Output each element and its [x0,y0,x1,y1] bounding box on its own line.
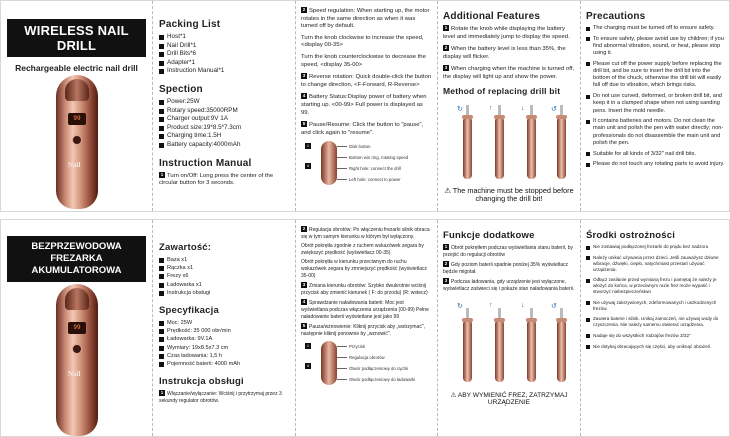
list-item: Please do not touch any rotating parts to avoid injury. [586,161,726,168]
instruction-step-1: 1 Włączanie/wyłączanie: Wciśnij i przytrzymaj przez 3 sekundy regulator obrotów. [159,390,282,404]
instruction-step-2: 2 Regulacja obrotów: Po włączeniu frezarki silnik obraca się w tym samym kierunku w którym był wyłączony. [301,226,430,240]
list-item: Do not use curved, deformed, or broken drill bit, and keep it in a clamped shape when not using sanding pens. Insert the mold needle. [586,93,726,115]
instruction-step-2: 2 Speed regulation: When starting up, the motor rotates in the same direction as when it was turned off by default. [301,7,430,30]
instruction-step-2b: Obrót pokrętła zgodnie z ruchem wskazówek zegara by zwiększyć prędkość (wyświetlacz 00-35) [301,243,424,256]
drill-pen-image [527,117,536,179]
drill-diagram-image [321,341,337,385]
drill-knob [72,135,82,145]
list-item: Ładowarka x1 [159,281,289,289]
list-item: Frezy x6 [159,272,289,280]
packing-heading: Zawartość: [159,242,212,253]
list-item: Charging time:1.5H [159,132,289,141]
packing-list [159,256,289,297]
rotate-arrow-icon: ↺ [551,302,557,310]
list-item: Pojemność baterii: 4000 mAh [159,360,289,368]
list-item: Suitable for all kinds of 3/32" nail drill bits. [586,151,726,158]
rotate-arrow-icon: ↺ [551,105,557,113]
rotate-arrow-icon: ↻ [457,302,463,310]
diagram-label: Left hole: connect to power [349,177,401,183]
instructions-panel [296,1,438,211]
precautions-panel [581,1,730,211]
diagram-label: Otwór podłączeniowy do ładowarki [349,377,416,383]
list-item: Rączka x1 [159,264,289,272]
instruction-step-2c: Obrót pokrętła w kierunku przeciwnym do ruchu wskazówek zegara by zmniejszyć prędkość (wyświetlacz 35-00) [301,259,427,279]
stop-warning: ⚠ The machine must be stopped before changing the drill bit! [444,185,574,204]
diagram-label: Bottom win ring, rotating speed [349,155,409,161]
instruction-heading: Instruction Manual [159,157,252,169]
replace-bit-heading: Method of replacing drill bit [443,85,561,96]
instruction-step-4: 4 Battery Status:Display power of battery when starting up. <00-99> Full power is displayed as 99. [301,93,427,116]
instruction-step-5: 5 Pause/Resume: Click the button to "pause", and click again to "resume". [301,121,424,136]
drill-top-cap [65,288,89,310]
precautions-list [586,25,726,168]
list-item: Odłącz zasilanie przed wymianą frezu i pamiętaj że należy je włożyć do końca, w przeciwnym razie frez może wypaść i stworzyć niebezpieczeństwo [586,277,726,295]
warning-icon: ⚠ [450,391,457,399]
feature-item: 3 When charging when the machine is turned off, the display will light up and show the power. [443,65,575,80]
diagram-label: Regulacja obrotów [349,355,385,361]
list-item: Nie dotykaj obracających się części, aby uniknąć obrażeń. [586,344,726,350]
list-item: Product size:19*8.5*7.3cm [159,124,289,133]
list-item: The charging must be turned off to ensure safety. [586,25,726,32]
instruction-step-5: 5 Pauza/wznowienie: Kliknij przycisk aby „wstrzymać", następnie kliknij ponownie by „wznowić". [301,323,425,337]
up-arrow-icon: ↑ [489,301,493,309]
instruction-step-4: 4 Sprawdzanie naładowania baterii: Moc jest wyświetlana podczas włączenia urządzenia (00-99) Pełne naładowanie baterii wyświetlane jest jako 99 [301,299,429,320]
instruction-step-1: 1 Turn on/Off: Long press the center of the circular button for 3 seconds. [159,171,274,187]
list-item: To ensure safety, please avoid use by children; if you find abnormal vibration, sound, or heat, please stop using it. [586,36,726,58]
precautions-heading: Precautions [586,11,646,22]
feature-item: 1 Rotate the knob while displaying the battery level and immediately jump to display the speed. [443,25,570,40]
bit-replacement-illustration [443,296,575,390]
packing-spec-panel [153,220,296,436]
drill-display: 99 [68,322,86,334]
features-heading: Additional Features [443,11,541,22]
drill-pen-image [463,117,472,179]
drill-parts-diagram: 1 4 Disk button Bottom win ring, rotating speed Right hole: connect the drill Left hole: connect to power [301,141,432,185]
list-item: Rotary speed:35000RPM [159,107,289,116]
list-item: Baza x1 [159,256,289,264]
product-subtitle: Rechargeable electric nail drill [15,63,138,73]
list-item: Ładowarka: 9V.1A [159,335,289,343]
precautions-list [586,244,726,350]
drill-diagram-image [321,141,337,185]
diagram-label: Disk button [349,144,371,150]
drill-pen-image [495,117,504,179]
drill-pen-image [557,117,566,179]
english-manual-sheet [0,0,730,212]
instruction-step-3: 3 Reverse rotation: Quick double-click the button to change direction, <F-Forward, R-Reverse> [301,73,432,88]
diagram-label: Otwór podłączeniowy do rączki [349,366,409,372]
packing-list [159,33,289,76]
list-item: Czas ładowania: 1,5 h [159,352,289,360]
list-item: Nail Drill*1 [159,42,289,51]
product-title: BEZPRZEWODOWA FREZARKA AKUMULATOROWA [7,236,146,282]
instruction-heading: Instrukcja obsługi [159,376,244,388]
list-item: Instruction Manual*1 [159,67,289,76]
spec-heading: Specyfikacja [159,305,219,317]
feature-item: 2 When the battery level is less than 35%, the display will flicker. [443,45,566,60]
list-item: It contains batteries and motors. Do not clean the main unit and polish the pen with water directly; non-professionals do not disassemble the main unit and polish the pen. [586,118,726,147]
drill-brand-logo: Nail [68,370,81,378]
rotate-arrow-icon: ↻ [457,105,463,113]
list-item: Charger output:9V 1A [159,115,289,124]
drill-brand-logo: Nail [68,161,81,169]
drill-parts-diagram: 1 4 Przycisk Regulacja obrotów Otwór podłączeniowy do rączki Otwór podłączeniowy do ładowarki [301,341,432,385]
nail-drill-image [56,75,98,209]
list-item: Drill Bits*6 [159,50,289,59]
instruction-step-2b: Turn the knob clockwise to increase the speed, <display 00-35> [301,34,424,49]
spec-list [159,319,289,368]
nail-drill-image [56,284,98,436]
bit-replacement-illustration [443,99,575,185]
instructions-panel [296,220,438,436]
step-number-icon: 1 [160,171,164,177]
spec-list [159,98,289,150]
diagram-label: Right hole: connect the drill [349,166,401,172]
features-panel [438,1,581,211]
down-arrow-icon: ↓ [521,104,525,112]
polish-manual-sheet [0,219,730,437]
list-item: Wymiary: 19x8.5x7.3 cm [159,344,289,352]
up-arrow-icon: ↑ [489,104,493,112]
instruction-step-2c: Turn the knob counterclockwise to decrease the speed, <display 35-00> [301,53,426,68]
feature-item: 3 Podczas ładowania, gdy urządzenie jest wyłączone, wyświetlacz zaświeci się i pokaże stan naładowania baterii. [443,278,575,292]
list-item: Please cut off the power supply before replacing the drill bit, and be sure to insert the drill bit into the bottom of the chuck, otherwise the drill bit will easily fall off due to vibration, which brings risks. [586,61,726,90]
list-item: Host*1 [159,33,289,42]
list-item: Moc: 25W [159,319,289,327]
list-item: Nie używaj zakrzywionych, zdeformowanych i uszkodzonych frezów. [586,300,726,312]
packing-spec-panel [153,1,296,211]
features-heading: Funkcje dodatkowe [443,230,535,241]
list-item: Nadaje się do wszystkich rodzajów frezów 3/32" [586,333,726,339]
drill-pen-image [463,320,472,382]
spec-heading: Spection [159,83,203,95]
cover-panel [1,1,153,211]
list-item: Battery capacity:4000mAh [159,141,289,150]
instruction-step-3: 3 Zmiana kierunku obrotów: Szybko dwukrotnie wciśnij przycisk aby zmienić kierunek ( F: do przodu) (R: wstecz) [301,282,428,296]
drill-pen-image [557,320,566,382]
feature-item: 2 Gdy poziom baterii spadnie poniżej 35% wyświetlacz będzie migotał. [443,261,569,275]
list-item: Zawiera baterie i silnik. Unikaj zamoczeń, nie używaj wody do czyszczenia. Nie należy samemu otwierać urządzenia. [586,316,726,328]
drill-pen-image [527,320,536,382]
drill-pen-image [495,320,504,382]
list-item: Należy unikać używania przez dzieci. Jeśli zauważysz dziwne wibracje, dźwięki, ciepło, natychmiast przestań używać urządzenia. [586,255,726,273]
list-item: Prędkość: 35 000 obr/min [159,327,289,335]
precautions-heading: Środki ostrożności [586,230,676,241]
stop-warning: ⚠ ABY WYMIENIĆ FREZ, ZATRZYMAJ URZĄDZENIE [450,391,568,407]
feature-item: 1 Obrót pokrętłem podczas wyświetlania stanu baterii, by przejść do regulacji obrotów [443,244,574,258]
drill-knob [72,344,82,354]
cover-panel [1,220,153,436]
diagram-label: Przycisk [349,344,365,350]
warning-icon: ⚠ [444,185,451,195]
list-item: Adapter*1 [159,59,289,68]
drill-display: 99 [68,113,86,125]
precautions-panel [581,220,730,436]
list-item: Instrukcja obsługi [159,289,289,297]
drill-top-cap [65,79,89,101]
packing-heading: Packing List [159,19,221,30]
list-item: Power:25W [159,98,289,107]
down-arrow-icon: ↓ [521,301,525,309]
product-title: WIRELESS NAIL DRILL [7,19,146,57]
features-panel [438,220,581,436]
list-item: Nie zostawiaj podłączonej frezarki do prądu bez nadzoru [586,244,726,250]
